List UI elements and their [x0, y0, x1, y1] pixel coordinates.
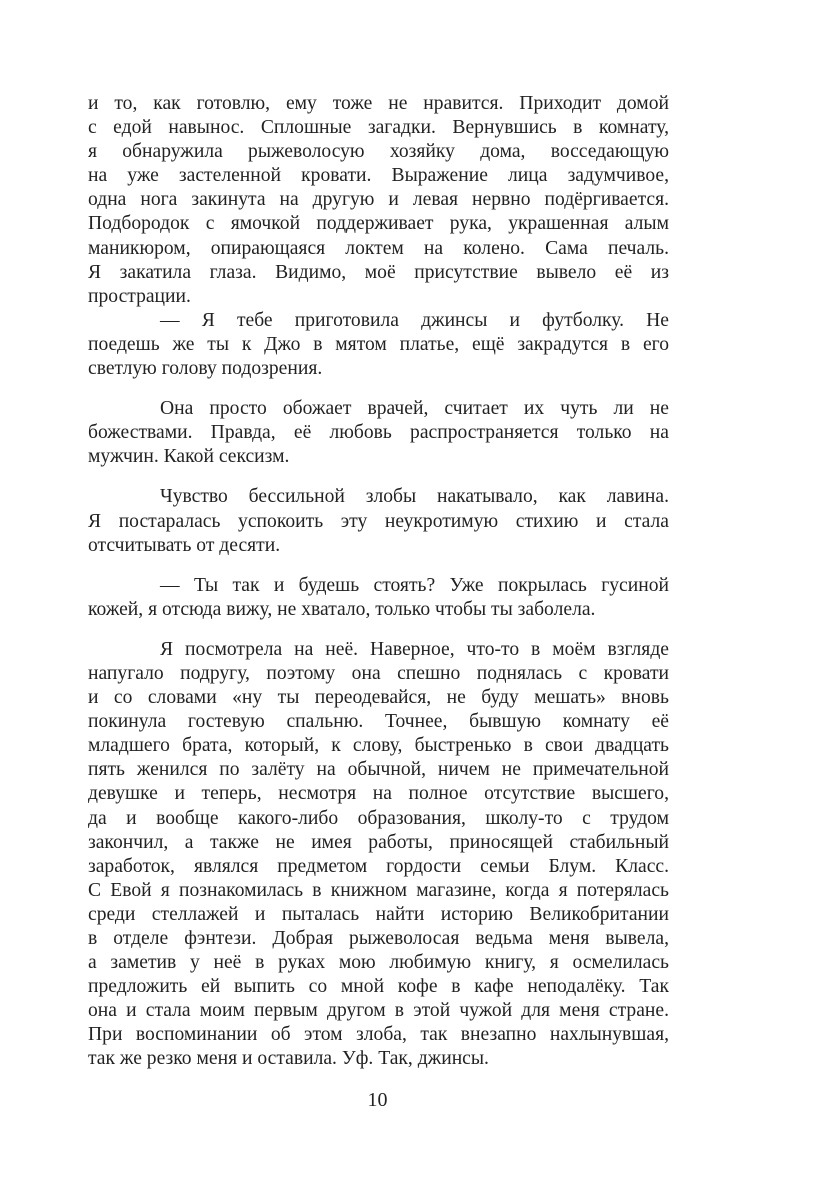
text-line: да и вообще какого-либо образования, школу-то с трудом	[88, 807, 669, 829]
text-line: отсчитывать от десяти.	[88, 534, 281, 556]
page-number: 10	[367, 1089, 388, 1111]
paragraph	[88, 309, 669, 381]
text-line: Чувство бессильной злобы накатывало, как лавина.	[160, 486, 669, 508]
text-line: С Евой я познакомилась в книжном магазине, когда я потерялась	[88, 879, 669, 901]
text-line: так же резко меня и оставила. Уф. Так, джинсы.	[88, 1048, 489, 1070]
text-line: При воспоминании об этом злоба, так внезапно нахлынувшая,	[88, 1024, 669, 1046]
text-line: среди стеллажей и пыталась найти историю Великобритании	[88, 903, 669, 925]
paragraph	[88, 397, 669, 469]
text-line: маникюром, опирающаяся локтем на колено. Сама печаль.	[88, 237, 669, 259]
paragraph	[88, 574, 669, 622]
text-line: кожей, я отсюда вижу, не хватало, только чтобы ты заболела.	[88, 598, 596, 620]
paragraph	[88, 92, 669, 309]
text-line: прострации.	[88, 285, 191, 307]
text-line: заработок, являлся предметом гордости семьи Блум. Класс.	[88, 855, 669, 877]
text-line: одна нога закинута на другую и левая нервно подёргивается.	[88, 189, 669, 211]
paragraph	[88, 485, 669, 557]
text-line: — Ты так и будешь стоять? Уже покрылась гусиной	[160, 574, 669, 596]
text-line: закончил, а также не имея работы, приносящей стабильный	[88, 831, 669, 853]
text-line: божествами. Правда, её любовь распространяется только на	[88, 422, 669, 444]
text-line: светлую голову подозрения.	[88, 358, 323, 380]
text-line: и со словами «ну ты переодевайся, не буду мешать» вновь	[88, 687, 669, 709]
text-line: в отделе фэнтези. Добрая рыжеволосая ведьма меня вывела,	[88, 928, 669, 949]
text-line: она и стала моим первым другом в этой чужой для меня стране.	[88, 1000, 669, 1022]
paragraph	[88, 638, 669, 1072]
text-line: на уже застеленной кровати. Выражение лица задумчивое,	[88, 165, 669, 187]
text-line: напугало подругу, поэтому она спешно поднялась с кровати	[88, 662, 669, 684]
text-line: предложить ей выпить со мной кофе в кафе неподалёку. Так	[88, 976, 669, 998]
text-line: Я закатила глаза. Видимо, моё присутствие вывело её из	[88, 261, 669, 283]
text-line: девушке и теперь, несмотря на полное отсутствие высшего,	[88, 783, 669, 805]
text-line: покинула гостевую спальню. Точнее, бывшую комнату её	[88, 711, 669, 733]
text-line: пять женился по залёту на обычной, ничем не примечательной	[88, 759, 669, 781]
text-line: младшего брата, который, к слову, быстренько в свои двадцать	[88, 735, 669, 757]
page-body	[88, 92, 669, 1072]
text-line: поедешь же ты к Джо в мятом платье, ещё закрадутся в его	[88, 333, 669, 355]
text-line: мужчин. Какой сексизм.	[88, 446, 290, 468]
text-line: и то, как готовлю, ему тоже не нравится. Приходит домой	[88, 93, 669, 114]
text-line: Я постаралась успокоить эту неукротимую стихию и стала	[88, 510, 669, 532]
text-line: Подбородок с ямочкой поддерживает рука, украшенная алым	[88, 213, 669, 235]
text-line: Она просто обожает врачей, считает их чуть ли не	[160, 398, 669, 420]
text-line: с едой навынос. Сплошные загадки. Вернувшись в комнату,	[88, 117, 669, 139]
text-line: — Я тебе приготовила джинсы и футболку. Не	[160, 309, 669, 331]
text-line: Я посмотрела на неё. Наверное, что-то в моём взгляде	[160, 638, 669, 660]
text-line: а заметив у неё в руках мою любимую книгу, я осмелилась	[88, 952, 669, 974]
text-line: я обнаружила рыжеволосую хозяйку дома, восседающую	[88, 141, 669, 163]
